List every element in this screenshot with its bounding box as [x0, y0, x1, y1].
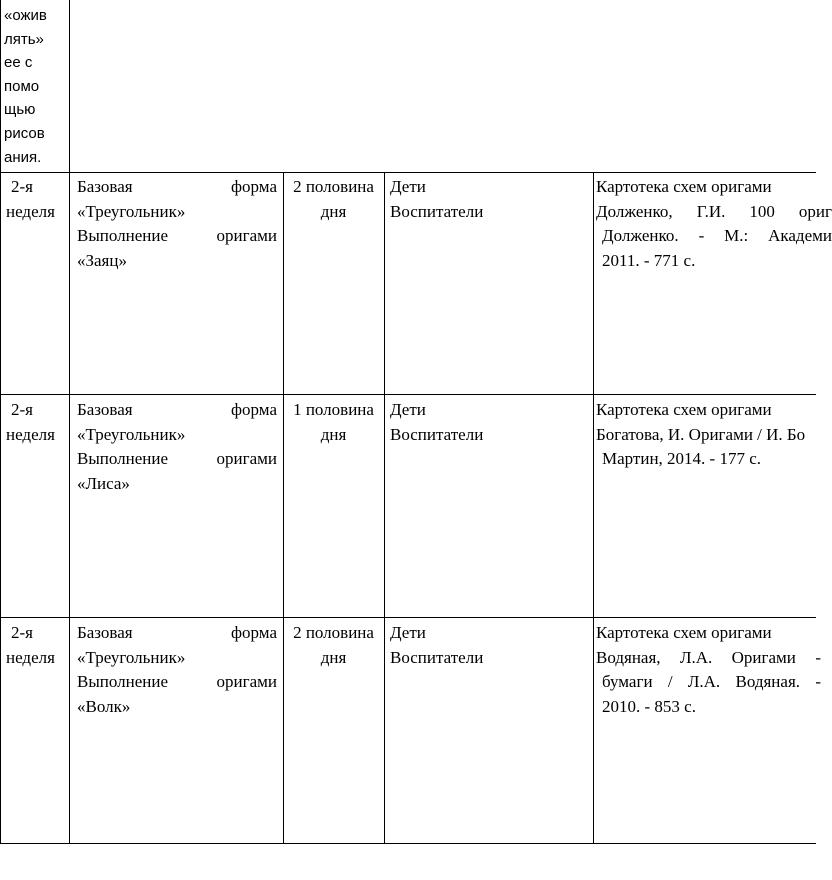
literature-line	[596, 224, 832, 249]
content-cell	[77, 175, 277, 273]
literature-cell	[596, 621, 821, 719]
literature-line: Мартин, 2014. - 177 с.	[602, 449, 762, 468]
literature-word: Оригами	[731, 647, 796, 667]
cell-text-line: лять»	[4, 30, 44, 48]
literature-word: Г.И.	[696, 201, 726, 221]
content-line: «Треугольник»	[77, 201, 186, 221]
time-line: дня	[320, 424, 347, 444]
time-line: 1 половина	[293, 400, 374, 419]
literature-line: Картотека схем оригами	[596, 623, 772, 642]
content-line: «Треугольник»	[77, 424, 186, 444]
table-border-bottom	[0, 843, 816, 844]
literature-cell	[596, 398, 805, 472]
time-cell	[285, 398, 382, 447]
cell-text-line: щью	[4, 101, 36, 119]
content-line	[77, 398, 277, 423]
participant: Воспитатели	[390, 647, 484, 667]
content-word: Базовая	[77, 623, 133, 642]
table-border-left	[0, 0, 1, 843]
cell-text-line: ания.	[4, 148, 42, 166]
literature-word: М.:	[724, 226, 749, 245]
participant: Дети	[390, 623, 426, 642]
literature-cell	[596, 175, 832, 273]
literature-line	[596, 670, 821, 695]
week-number: 2-я	[11, 177, 33, 196]
content-line: «Лиса»	[77, 473, 130, 493]
week-number: 2-я	[11, 400, 33, 419]
participant: Дети	[390, 400, 426, 419]
row-divider-1	[0, 172, 816, 173]
content-word: форма	[231, 400, 277, 419]
literature-line: Богатова, И. Оригами / И. Бо	[596, 424, 806, 444]
time-cell	[285, 621, 382, 670]
literature-line	[596, 200, 832, 225]
content-line: «Треугольник»	[77, 647, 186, 667]
top-row-cell	[4, 4, 47, 169]
week-cell	[6, 398, 55, 447]
literature-word: Долженко,	[596, 201, 673, 221]
participant: Дети	[390, 177, 426, 196]
cell-text-line: «ожив	[4, 7, 47, 24]
literature-word: /	[667, 672, 673, 691]
column-divider-2	[283, 172, 284, 843]
row-divider-3	[0, 617, 816, 618]
literature-line	[596, 646, 821, 671]
content-word: оригами	[216, 226, 277, 245]
participant: Воспитатели	[390, 424, 484, 444]
week-label: неделя	[6, 424, 55, 444]
content-line	[77, 670, 277, 695]
literature-line: 2010. - 853 с.	[602, 696, 696, 716]
literature-word: бумаги	[602, 672, 653, 691]
content-word: оригами	[216, 449, 277, 468]
time-line: 2 половина	[293, 623, 374, 642]
content-word: Выполнение	[77, 672, 169, 691]
week-label: неделя	[6, 201, 55, 221]
time-cell	[285, 175, 382, 224]
week-cell	[6, 175, 55, 224]
content-cell	[77, 398, 277, 496]
cell-text-line: рисов	[4, 124, 45, 142]
content-line	[77, 175, 277, 200]
literature-word: Водяная,	[596, 647, 661, 667]
content-word: Базовая	[77, 177, 133, 196]
literature-word: -	[698, 226, 705, 245]
content-word: оригами	[216, 672, 277, 691]
literature-word: ориг	[798, 201, 832, 221]
participant: Воспитатели	[390, 201, 484, 221]
cell-text-line: помо	[4, 77, 40, 95]
literature-word: Водяная.	[735, 672, 801, 691]
literature-word: Долженко.	[602, 226, 679, 245]
participants-cell	[390, 621, 483, 670]
row-divider-2	[0, 394, 816, 395]
week-cell	[6, 621, 55, 670]
column-divider-4	[593, 172, 594, 843]
content-word: Выполнение	[77, 226, 169, 245]
week-label: неделя	[6, 647, 55, 667]
participants-cell	[390, 175, 483, 224]
time-line: дня	[320, 201, 347, 221]
week-number: 2-я	[11, 623, 33, 642]
content-line	[77, 224, 277, 249]
literature-line: 2011. - 771 с.	[602, 250, 696, 270]
literature-line: Картотека схем оригами	[596, 400, 772, 419]
time-line: дня	[320, 647, 347, 667]
cell-text-line: ее с	[4, 54, 33, 72]
content-word: Выполнение	[77, 449, 169, 468]
literature-line: Картотека схем оригами	[596, 177, 772, 196]
literature-word: -	[815, 647, 821, 667]
time-line: 2 половина	[293, 177, 374, 196]
content-line	[77, 447, 277, 472]
column-divider-3	[384, 172, 385, 843]
content-line	[77, 621, 277, 646]
content-word: форма	[231, 177, 277, 196]
literature-word: Л.А.	[687, 672, 721, 691]
literature-word: Л.А.	[679, 647, 713, 667]
literature-word: Академи	[768, 226, 832, 245]
content-line: «Волк»	[77, 696, 131, 716]
content-cell	[77, 621, 277, 719]
content-word: Базовая	[77, 400, 133, 419]
literature-word: -	[815, 672, 821, 691]
column-divider-1	[69, 0, 70, 843]
literature-word: 100	[749, 201, 775, 221]
participants-cell	[390, 398, 483, 447]
content-line: «Заяц»	[77, 250, 127, 270]
content-word: форма	[231, 623, 277, 642]
